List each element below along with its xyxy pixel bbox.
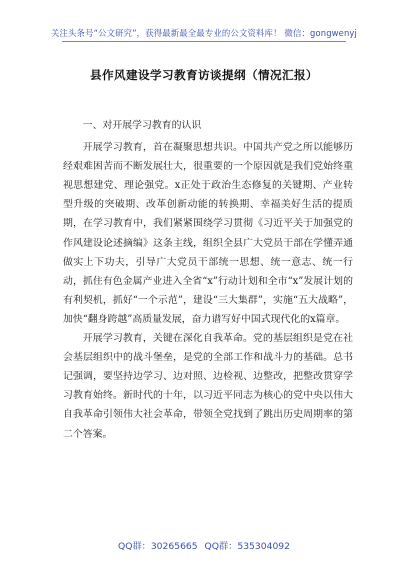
body-paragraph-1: 开展学习教育，首在凝聚思想共识。中国共产党之所以能够历经艰难困苦而不断发展壮大，很重要的一个原因就是我们党始终重视思想建党、理论强党。x正处于政治生态修复的关键期、产业转型升级的突破期、改革创新动能的转换期、幸福美好生活的提质期，在学习教育中，我们紧紧围绕学习贯彻《习近平关于加强党的作风建设论述摘编》这条主线，组织全县广大党员干部在学懂弄通做实上下功夫，引导广大党员干部统一思想、统一意志、统一行动，抓住有色金属产业进入全省“x”行动计划和全市“x”发展计划的有利契机，抓好“一个示范”，建设“三大集群”，实施“五大战略”，加快“翻身跨越”高质量发展，奋力谱写好中国式现代化的x篇章。 <box>63 142 353 325</box>
footer-qq-groups <box>0 538 408 552</box>
section-heading: 一、对开展学习教育的认识 <box>82 120 202 131</box>
document-title: 县作风建设学习教育访谈提纲（情况汇报） <box>90 68 318 82</box>
header-divider <box>62 41 346 42</box>
document-body <box>63 116 353 444</box>
footer-qq-group-1: QQ群：30265665 <box>118 541 198 552</box>
footer-qq-group-2: QQ群：535304092 <box>204 541 290 552</box>
header-promo-note: 关注头条号“公文研究”，获得最新最全最专业的公文资料库！ 微信：gongwenyj <box>50 28 358 38</box>
body-paragraph-2: 开展学习教育，关键在深化自我革命。党的基层组织是党在社会基层组织中的战斗堡垒，是党的全部工作和战斗力的基础。总书记强调，要坚持边学习、边对照、边检视、边整改，把整改贯穿学习教育始终。新时代的十年，以习近平同志为核心的党中央以伟大自我革命引领伟大社会革命，带领全党找到了跳出历史周期率的第二个答案。 <box>63 333 353 440</box>
